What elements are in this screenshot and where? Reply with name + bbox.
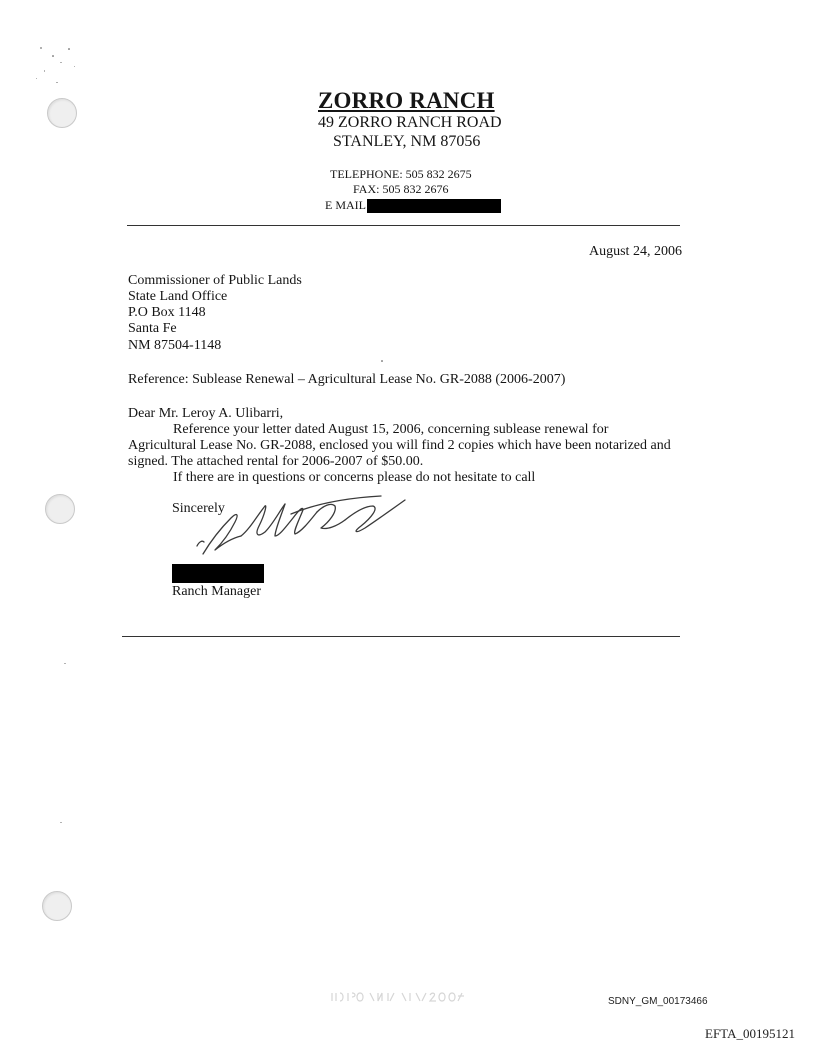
recipient-line: P.O Box 1148 [128,305,206,320]
recipient-line: Commissioner of Public Lands [128,273,302,288]
recipient-line: NM 87504-1148 [128,338,222,353]
punch-hole-bottom [42,891,72,921]
closing: Sincerely [172,501,225,516]
body-line: Agricultural Lease No. GR-2088, enclosed you will find 2 copies which have been notarized and [128,438,671,453]
salutation: Dear Mr. Leroy A. Ulibarri, [128,406,284,421]
body-line: If there are in questions or concerns please do not hesitate to call [173,470,536,485]
recipient-line: State Land Office [128,289,228,304]
company-telephone: TELEPHONE: 505 832 2675 [330,167,472,181]
letter-date: August 24, 2006 [589,244,682,259]
recipient-line: Santa Fe [128,321,177,336]
company-city-state-zip: STANLEY, NM 87056 [333,133,481,150]
bates-number: SDNY_GM_00173466 [608,996,708,1007]
redaction-bar-signer-name [172,564,264,583]
footer-divider [122,636,680,637]
body-line: Reference your letter dated August 15, 2006, concerning sublease renewal for [173,422,609,437]
company-email-label: E MAIL [325,198,366,212]
punch-hole-middle [45,494,75,524]
punch-hole-top [47,98,77,128]
reference-line: Reference: Sublease Renewal – Agricultural Lease No. GR-2088 (2006-2007) [128,372,566,387]
handwritten-signature [195,492,425,564]
company-fax: FAX: 505 832 2676 [353,182,449,196]
company-street-address: 49 ZORRO RANCH ROAD [318,114,502,131]
faint-received-stamp [330,990,480,1004]
letterhead-divider [127,225,680,226]
body-line: signed. The attached rental for 2006-2007 of $50.00. [128,454,424,469]
signer-title: Ranch Manager [172,584,262,599]
efta-number: EFTA_00195121 [705,1026,795,1041]
company-name: ZORRO RANCH [318,88,495,113]
redaction-bar-email [367,199,501,213]
